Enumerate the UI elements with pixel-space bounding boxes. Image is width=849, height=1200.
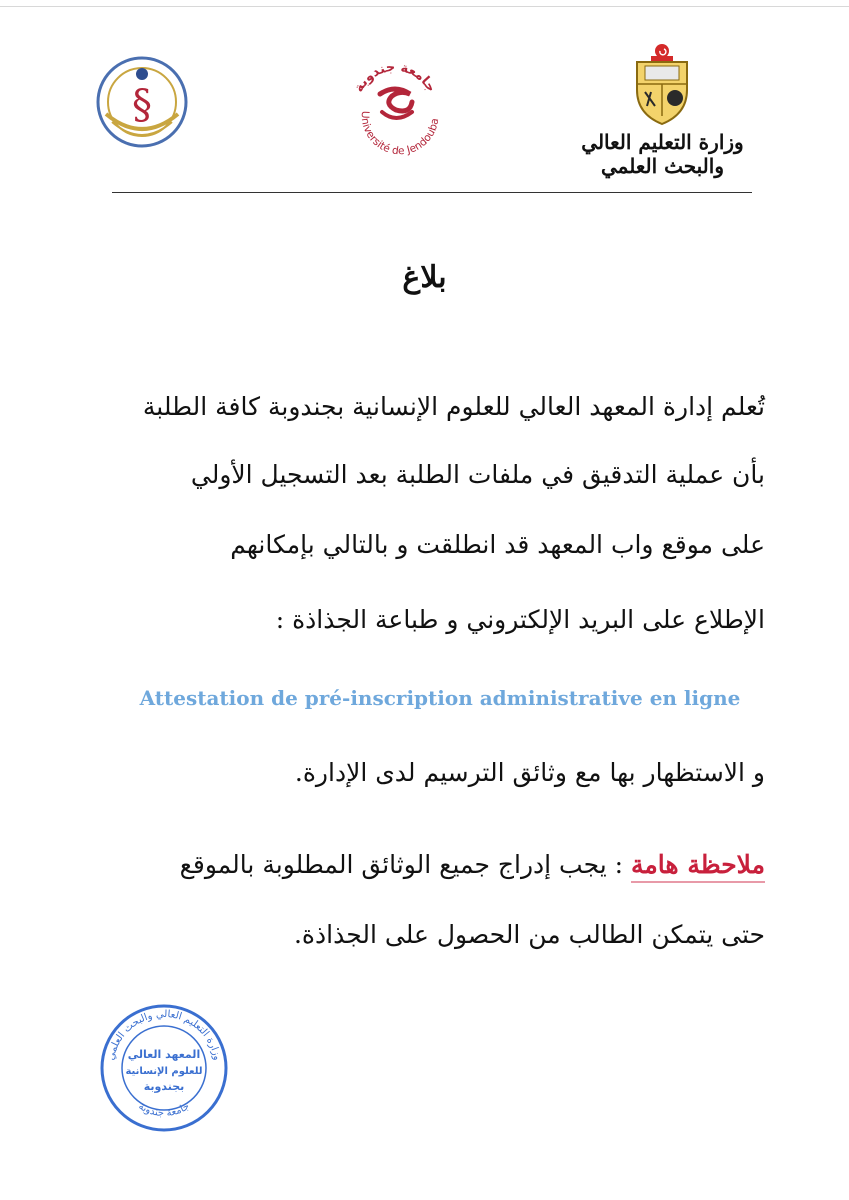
official-stamp xyxy=(96,1000,231,1135)
body-line-1: تُعلم إدارة المعهد العالي للعلوم الإنسانية بجندوبة كافة الطلبة xyxy=(142,392,765,421)
stamp-inner-line2: للعلوم الإنسانية xyxy=(125,1066,203,1077)
svg-text:جامعة جندوبة xyxy=(136,1101,191,1119)
ministry-name-line2: والبحث العلمي xyxy=(600,154,724,178)
university-french-name: Université de Jendouba xyxy=(358,110,442,158)
note-label: ملاحظة هامة xyxy=(631,850,765,879)
body-line-4: الإطلاع على البريد الإلكتروني و طباعة الجذاذة : xyxy=(275,605,765,634)
ministry-name xyxy=(575,130,750,178)
note-text: : يجب إدراج جميع الوثائق المطلوبة بالموقع xyxy=(179,850,632,879)
page-title: بلاغ xyxy=(402,260,447,295)
body-line-2: بأن عملية التدقيق في ملفات الطلبة بعد التسجيل الأولي xyxy=(190,460,765,489)
stamp-inner-line1: المعهد العالي xyxy=(127,1048,201,1061)
attestation-title: Attestation de pré-inscription administrative en ligne xyxy=(139,686,741,710)
body-line-5: و الاستظهار بها مع وثائق الترسيم لدى الإدارة. xyxy=(294,758,765,787)
ministry-logo xyxy=(575,42,750,182)
university-arabic-name: جامعة جندوبة xyxy=(351,59,439,95)
note-continuation: حتى يتمكن الطالب من الحصول على الجذاذة. xyxy=(293,920,765,949)
stamp-bottom-text: جامعة جندوبة xyxy=(136,1100,192,1120)
institute-logo xyxy=(92,52,192,152)
university-emblem-icon xyxy=(340,50,450,160)
stamp-seal-icon xyxy=(96,1000,231,1135)
university-logo xyxy=(340,50,450,160)
note-line xyxy=(95,848,765,882)
institute-mark: § xyxy=(132,82,152,128)
stamp-outer-text: وزارة التعليم العالي والبحث العلمي xyxy=(105,1008,223,1062)
institute-emblem-icon xyxy=(92,52,192,152)
republic-crest-icon xyxy=(575,42,750,126)
body-line-3: على موقع واب المعهد قد انطلقت و بالتالي بإمكانهم xyxy=(230,530,765,559)
header-divider xyxy=(112,192,752,193)
scan-edge-line xyxy=(0,6,849,7)
ministry-name-line1: وزارة التعليم العالي xyxy=(581,130,744,154)
stamp-inner-line3: بجندوبة xyxy=(143,1080,185,1093)
